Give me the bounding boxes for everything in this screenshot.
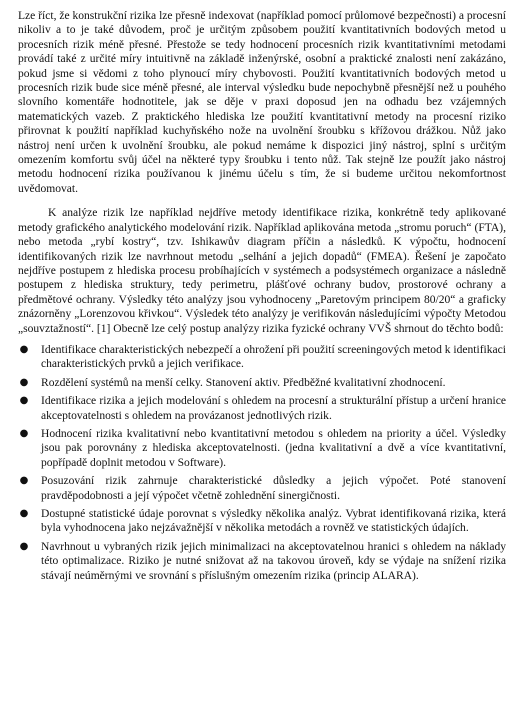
paragraph-analysis: K analýze rizik lze například nejdříve metody identifikace rizika, konkrétně tedy aplikované metody grafického analytického modelování rizik. Například aplikována metoda „stromu poruch“ (FTA), nebo metoda „rybí kostry“, tzv. Ishikawův diagram příčin a následků. K výpočtu, hodnocení identifikovaných rizik lze navrhnout metodu „selhání a jejich dopadů“ (FMEA). Řešení je započato nejdříve postupem z hlediska procesu probíhajících v systémech a podsystémech organizace a následně postupem z hlediska struktury, tedy perimetru, plášťové ochrany budov, prostorové ochrany a předmětové ochrany. Výsledky této analýzy jsou vyhodnoceny „Paretovým principem 80/20“ a graficky znázorněny „Lorenzovou křivkou“. Výsledek této analýzy je verifikován následujícími výpočty Metodou „souvztažností“. [1] Obecně lze celý postup analýzy rizika fyzické ochrany VVŠ shrnout do těchto bodů: — [18, 207, 506, 335]
bullet-icon: ● — [19, 376, 29, 388]
bullet-icon: ● — [19, 395, 29, 407]
list-item — [18, 376, 506, 390]
list-item-text: Dostupné statistické údaje porovnat s výsledky několika analýz. Vybrat identifikovaná rizika, která byla vyhodnocena jako nejzávažnější v několika metodách a rovněž ve statistických údajích. — [41, 508, 506, 535]
list-item-text: Identifikace charakteristických nebezpečí a ohrožení při použití screeningových metod k identifikaci charakteristických prvků a jejich verifikace. — [41, 343, 506, 371]
list-item-text: Hodnocení rizika kvalitativní nebo kvantitativní metodou s ohledem na priority a účel. Výsledky jsou pak porovnány z hlediska akceptovatelnosti. (jedna kvalitativní a dvě a více kvantitativní, popřípadě doplnit metodou v Software). — [41, 427, 506, 469]
bullet-icon: ● — [19, 540, 29, 552]
analysis-steps-list — [18, 343, 506, 583]
paragraph-gap — [18, 196, 506, 206]
list-item-text: Navrhnout u vybraných rizik jejich minimalizaci na akceptovatelnou hranici s ohledem na náklady této optimalizace. Riziko je nutné snižovat až na takovou úroveň, kdy se výdaje na snížení rizika stávají neúměrnými ve srovnání s příslušným omezením rizika (princip ALARA). — [41, 540, 506, 582]
list-item-text: Identifikace rizika a jejich modelování s ohledem na procesní a strukturální přístup a určení hranice akceptovatelnosti s ohledem na provázanost jednotlivých rizik. — [41, 395, 506, 422]
bullet-icon: ● — [19, 343, 29, 355]
list-item-text: Rozdělení systémů na menší celky. Stanovení aktiv. Předběžné kvalitativní zhodnocení. — [41, 376, 446, 389]
list-item — [18, 427, 506, 470]
bullet-icon: ● — [19, 475, 29, 487]
list-item — [18, 343, 506, 372]
bullet-icon: ● — [19, 427, 29, 439]
list-item — [18, 507, 506, 536]
bullet-icon: ● — [19, 508, 29, 519]
paragraph-intro: Lze říct, že konstrukční rizika lze přesně indexovat (například pomocí průlomové bezpečnosti) a procesní nikoliv a to je také důvodem, proč je určitým způsobem použití kvantitativních bodových metod u procesních rizik méně přesné. Přestože se tedy hodnocení procesních rizik kvantitativními metodami provádí také z určité míry intuitivně na základě inženýrské, osobní a praktické znalosti není zakázáno, pokud jsme si vědomi z toho plynoucí míry chybovosti. Použití kvantitativních bodových metod u procesních rizik bude sice méně přesné, ale interval výsledku bude nepochybně přesnější než u pouhého slovního komentáře hodnotitele, jak se děje v praxi doposud jen na odhadu bez vzájemných matematických vazeb. Z praktického hlediska lze použití kvantitativní metody na procesní riziko přirovnat k použití například kuchyňského nože na uvolnění šroubku s křížovou drážkou. Nůž jako nástroj není určen k uvolnění šroubku, ale pokud nemáme k dispozici jiný nástroj, splní s určitým omezením komfortu svůj účel na některé typy šroubku i tento nůž. Tak stejně lze použít jako nástroj metodu hodnocení rizika používanou k jinému účelu s tím, že si budeme určitou nekomfortnost uvědomovat. — [18, 10, 506, 195]
list-item-text: Posuzování rizik zahrnuje charakteristické důsledky a jejich výpočet. Poté stanovení pravděpodobnosti a její výpočet včetně zohlednění sinergičnosti. — [41, 475, 506, 502]
list-item — [18, 474, 506, 503]
list-item — [18, 540, 506, 583]
list-item — [18, 394, 506, 423]
